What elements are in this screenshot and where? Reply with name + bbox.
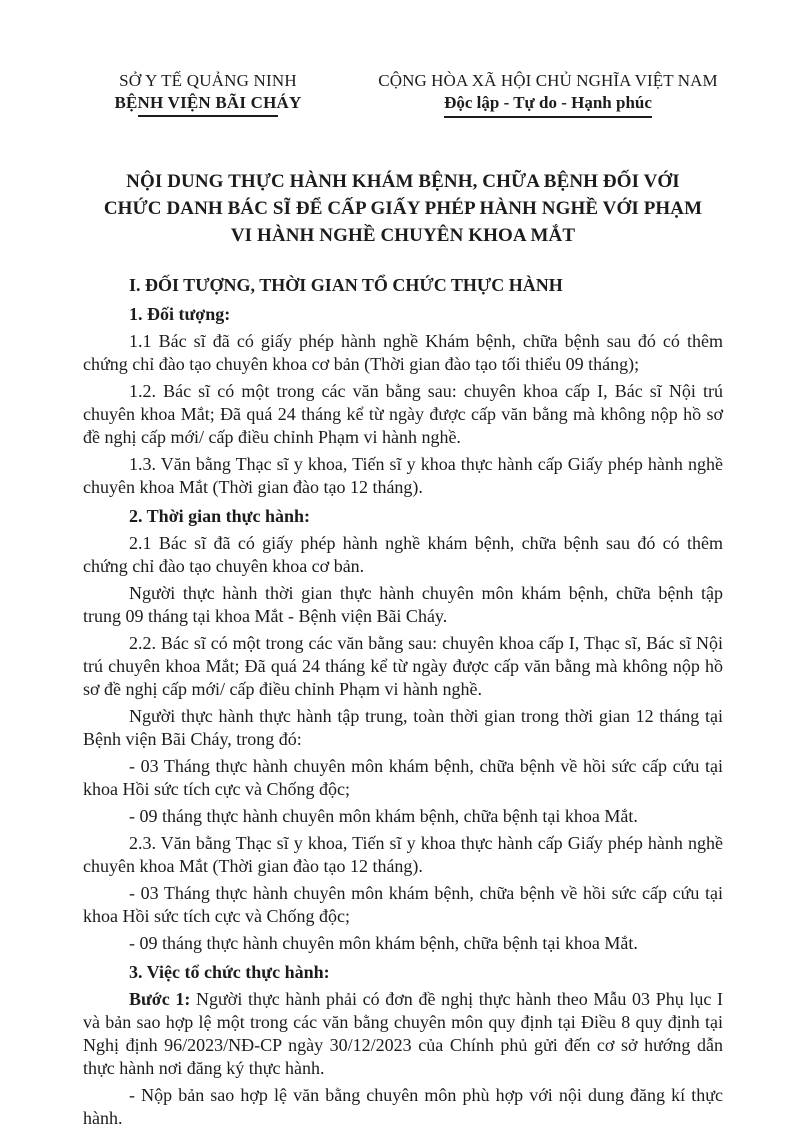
issuing-org-block xyxy=(83,70,333,117)
paragraph-2-3-item-2: - 09 tháng thực hành chuyên môn khám bệnh, chữa bệnh tại khoa Mắt. xyxy=(129,933,638,953)
paragraph-1-3: 1.3. Văn bằng Thạc sĩ y khoa, Tiến sĩ y khoa thực hành cấp Giấy phép hành nghề chuyên khoa Mắt (Thời gian đào tạo 12 tháng). xyxy=(83,454,723,497)
step-1-text: Người thực hành phải có đơn đề nghị thực hành theo Mẫu 03 Phụ lục I và bản sao hợp lệ một trong các văn bằng chuyên môn quy định tại Điều 8 quy định tại Nghị định 96/2023/NĐ-CP ngày 30/12/2023 của Chính phủ gửi đến cơ sở hướng dẫn thực hành nơi đăng ký thực hành. xyxy=(83,989,723,1078)
subsection-heading-3: 3. Việc tổ chức thực hành: xyxy=(129,962,330,982)
paragraph-2-3: 2.3. Văn bằng Thạc sĩ y khoa, Tiến sĩ y khoa thực hành cấp Giấy phép hành nghề chuyên khoa Mắt (Thời gian đào tạo 12 tháng). xyxy=(83,833,723,876)
paragraph-1-2: 1.2. Bác sĩ có một trong các văn bằng sau: chuyên khoa cấp I, Bác sĩ Nội trú chuyên khoa Mắt; Đã quá 24 tháng kể từ ngày được cấp văn bằng mà không nộp hồ sơ đề nghị cấp mới/ cấp điều chỉnh Phạm vi hành nghề. xyxy=(83,381,723,447)
paragraph-2-1: 2.1 Bác sĩ đã có giấy phép hành nghề khám bệnh, chữa bệnh sau đó có thêm chứng chỉ đào tạo chuyên khoa cơ bản. xyxy=(83,533,723,576)
paragraph-1-1: 1.1 Bác sĩ đã có giấy phép hành nghề Khám bệnh, chữa bệnh sau đó có thêm chứng chỉ đào tạo chuyên khoa cơ bản (Thời gian đào tạo tối thiểu 09 tháng); xyxy=(83,331,723,374)
paragraph-2-1-note: Người thực hành thời gian thực hành chuyên môn khám bệnh, chữa bệnh tập trung 09 tháng tại khoa Mắt - Bệnh viện Bãi Cháy. xyxy=(83,583,723,626)
subsection-heading-1: 1. Đối tượng: xyxy=(129,304,231,324)
national-header-block xyxy=(373,70,723,118)
national-title: CỘNG HÒA XÃ HỘI CHỦ NGHĨA VIỆT NAM xyxy=(378,71,718,90)
section-heading-1: I. ĐỐI TƯỢNG, THỜI GIAN TỔ CHỨC THỰC HÀNH xyxy=(129,275,563,295)
paragraph-2-2-note: Người thực hành thực hành tập trung, toàn thời gian trong thời gian 12 tháng tại Bệnh viện Bãi Cháy, trong đó: xyxy=(83,706,723,749)
subsection-heading-2: 2. Thời gian thực hành: xyxy=(129,506,310,526)
issuing-department: SỞ Y TẾ QUẢNG NINH xyxy=(119,71,297,90)
document-header xyxy=(83,70,723,118)
paragraph-3-item-1: - Nộp bản sao hợp lệ văn bằng chuyên môn phù hợp với nội dung đăng kí thực hành. xyxy=(83,1085,723,1128)
paragraph-2-2-item-2: - 09 tháng thực hành chuyên môn khám bệnh, chữa bệnh tại khoa Mắt. xyxy=(129,806,638,826)
document-body xyxy=(83,274,723,1130)
document-title: NỘI DUNG THỰC HÀNH KHÁM BỆNH, CHỮA BỆNH ĐỐI VỚI CHỨC DANH BÁC SĨ ĐỂ CẤP GIẤY PHÉP HÀNH NGHỀ VỚI PHẠM VI HÀNH NGHỀ CHUYÊN KHOA MẮT xyxy=(103,171,703,246)
paragraph-2-2-item-1: - 03 Tháng thực hành chuyên môn khám bệnh, chữa bệnh về hồi sức cấp cứu tại khoa Hồi sức tích cực và Chống độc; xyxy=(83,756,723,799)
paragraph-2-3-item-1: - 03 Tháng thực hành chuyên môn khám bệnh, chữa bệnh về hồi sức cấp cứu tại khoa Hồi sức tích cực và Chống độc; xyxy=(83,883,723,926)
hospital-name: BỆNH VIỆN BÃI CHÁY xyxy=(114,93,302,112)
paragraph-step-1 xyxy=(83,988,723,1080)
national-motto: Độc lập - Tự do - Hạnh phúc xyxy=(444,92,652,118)
step-1-label: Bước 1: xyxy=(129,989,191,1009)
paragraph-2-2: 2.2. Bác sĩ có một trong các văn bằng sau: chuyên khoa cấp I, Thạc sĩ, Bác sĩ Nội trú chuyên khoa Mắt; Đã quá 24 tháng kể từ ngày được cấp văn bằng mà không nộp hồ sơ đề nghị cấp mới/ cấp điều chỉnh Phạm vi hành nghề. xyxy=(83,633,723,699)
org-underline-rule xyxy=(138,115,278,117)
